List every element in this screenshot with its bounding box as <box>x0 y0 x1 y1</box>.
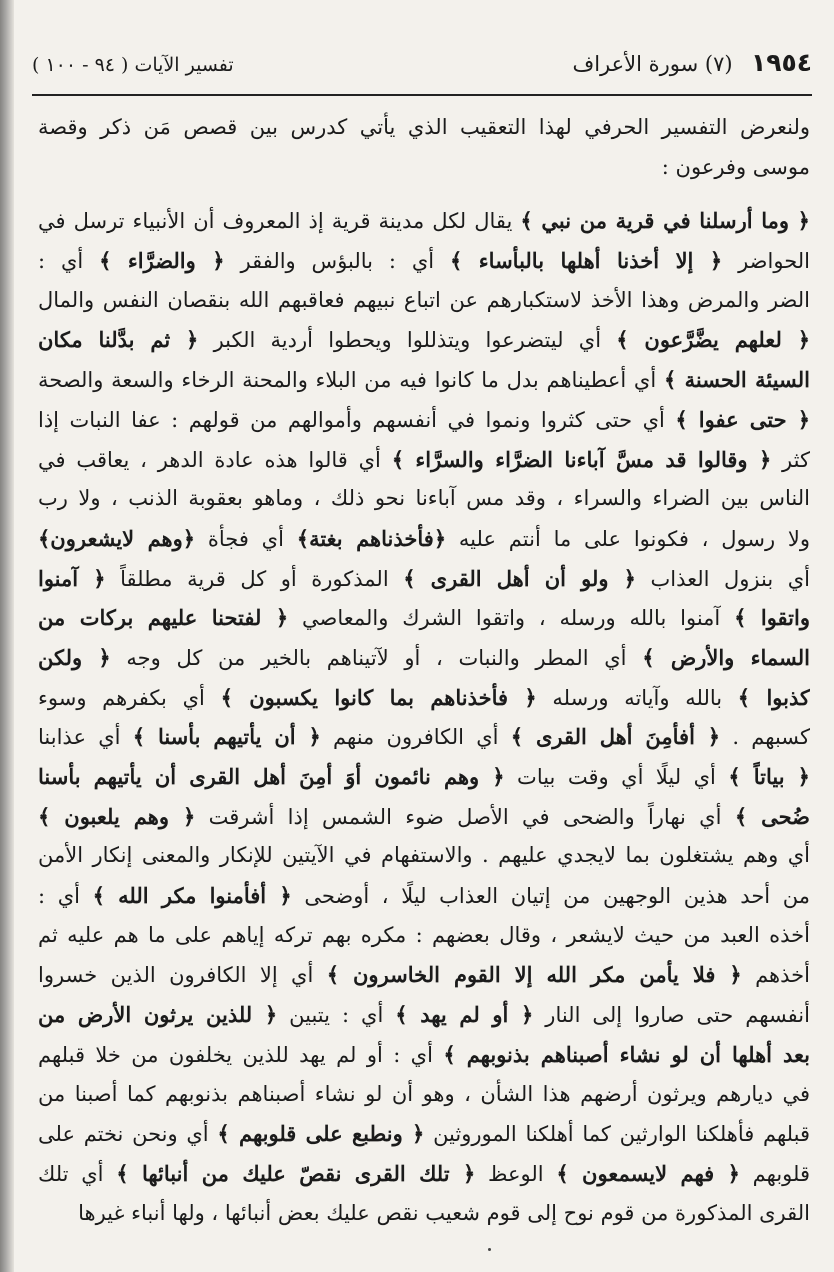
commentary-line: واتقوا ﴾ آمنوا بالله ورسله ، واتقوا الشرك والمعاصي ﴿ لفتحنا عليهم بركات من <box>38 605 810 631</box>
commentary-line: ولا رسول ، فكونوا على ما أنتم عليه ﴿فأخذناهم بغتة﴾ أي فجأة ﴿وهم لايشعرون﴾ <box>38 525 810 551</box>
quran-quote: بعد أهلها أن لو نشاء أصبناهم بذنوبهم ﴾ <box>443 1041 810 1067</box>
commentary-line: ﴿ وما أرسلنا في قرية من نبي ﴾ يقال لكل مدينة قرية إذ المعروف أن الأنبياء ترسل في <box>38 208 810 234</box>
commentary-line: كذبوا ﴾ بالله وآياته ورسله ﴿ فأخذناهم بما كانوا يكسبون ﴾ أي بكفرهم وسوء <box>38 684 810 710</box>
commentary-line: ﴿ حتى عفوا ﴾ أي حتى كثروا ونموا في أنفسهم وأموالهم من قولهم : عفا النبات إذا <box>38 406 810 432</box>
quran-quote: كذبوا ﴾ <box>737 684 810 710</box>
commentary-line: أي بنزول العذاب ﴿ ولو أن أهل القرى ﴾ المذكورة أو كل قرية مطلقاً ﴿ آمنوا <box>38 565 810 591</box>
quran-quote: واتقوا ﴾ <box>734 605 810 631</box>
quran-quote: ﴿ فلا يأمن مكر الله إلا القوم الخاسرون ﴾ <box>326 962 742 988</box>
page-binding-edge <box>0 0 14 1272</box>
commentary-line: السيئة الحسنة ﴾ أي أعطيناهم بدل ما كانوا فيه من البلاء والمحنة الرخاء والسعة والصحة <box>38 367 810 393</box>
commentary-line: السماء والأرض ﴾ أي المطر والنبات ، أو لآتيناهم بالخير من كل وجه ﴿ ولكن <box>38 644 810 670</box>
commentary-line: القرى المذكورة من قوم نوح إلى قوم شعيب نقص عليك بعض أنبائها ، ولها أنباء غيرها <box>78 1200 810 1225</box>
running-header <box>32 48 812 94</box>
quran-quote: ﴿ لعلهم يضَّرَّعون ﴾ <box>616 327 810 353</box>
quran-quote: ﴿ ولو أن أهل القرى ﴾ <box>403 565 636 591</box>
commentary-line: الناس بين الضراء والسراء ، وقد مس آباءنا نحو ذلك ، وماهو بعقوبة الذنب ، ولا رب <box>38 486 810 511</box>
quran-quote: ﴿ للذين يرثون الأرض من <box>38 1002 278 1028</box>
quran-quote: ﴿ تلك القرى نقصّ عليك من أنبائها ﴾ <box>116 1160 476 1186</box>
commentary-line: قبلهم فأهلكنا الوارثين كما أهلكنا الموروثين ﴿ ونطبع على قلوبهم ﴾ أي ونحن نختم على <box>38 1121 810 1147</box>
header-rule <box>32 94 812 96</box>
commentary-line: ﴿ بياتاً ﴾ أي ليلًا أي وقت بيات ﴿ وهم نائمون أوَ أمِنَ أهل القرى أن يأتيهم بأسنا <box>38 764 810 789</box>
quran-quote: ﴿ وهم يلعبون ﴾ <box>38 803 196 829</box>
quran-quote: ﴿ وهم نائمون أوَ أمِنَ أهل القرى أن يأتيهم بأسنا <box>38 764 505 789</box>
quran-quote: ﴿ وما أرسلنا في قرية من نبي ﴾ <box>520 208 810 234</box>
page-number: ١٩٥٤ <box>750 48 812 77</box>
commentary-line: ضُحى ﴾ أي نهاراً والضحى في الأصل ضوء الشمس إذا أشرقت ﴿ وهم يلعبون ﴾ <box>38 803 810 829</box>
quran-quote: ﴿ وقالوا قد مسَّ آباءنا الضرَّاء والسرَّاء ﴾ <box>391 446 772 472</box>
quran-quote: ﴿ والضرَّاء ﴾ <box>99 248 225 274</box>
quran-quote: السماء والأرض ﴾ <box>642 644 810 670</box>
commentary-line: في ديارهم ويرثون أرضهم هذا الشأن ، وهو أن لو نشاء أصبناهم بذنوبهم كما أصبنا من <box>38 1081 810 1106</box>
commentary-line: أخذهم ﴿ فلا يأمن مكر الله إلا القوم الخاسرون ﴾ أي إلا الكافرون الذين خسروا <box>38 962 810 988</box>
quran-quote: ﴿ أفأمنوا مكر الله ﴾ <box>92 883 292 909</box>
tafsir-body <box>38 108 810 1233</box>
quran-quote: ﴿ حتى عفوا ﴾ <box>675 406 810 432</box>
header-right <box>572 48 812 77</box>
intro-line: ولنعرض التفسير الحرفي لهذا التعقيب الذي يأتي كدرس بين قصص مَن ذكر وقصة <box>38 115 810 139</box>
quran-quote: ﴿ ولكن <box>38 644 111 670</box>
quran-quote: ﴿ ثم بدَّلنا مكان <box>38 327 199 353</box>
quran-quote: ﴿ آمنوا <box>38 565 106 591</box>
commentary-line: من أحد هذين الوجهين من إتيان العذاب ليلًا ، أوضحى ﴿ أفأمنوا مكر الله ﴾ أي : <box>38 883 810 909</box>
commentary-line: أنفسهم حتى صاروا إلى النار ﴿ أو لم يهد ﴾ أي : يتبين ﴿ للذين يرثون الأرض من <box>38 1002 810 1028</box>
quran-quote: ﴿فأخذناهم بغتة﴾ <box>296 525 447 551</box>
page-speck <box>488 1248 491 1251</box>
commentary-line: أي وهم يشتغلون بما لايجدي عليهم . والاستفهام في الآيتين للإنكار والمعنى إنكار الأمن <box>38 843 810 868</box>
quran-quote: ﴿ بياتاً ﴾ <box>728 764 810 789</box>
quran-quote: ﴿ أن يأتيهم بأسنا ﴾ <box>132 724 321 750</box>
quran-quote: ﴿ فهم لايسمعون ﴾ <box>556 1160 740 1186</box>
commentary-line: بعد أهلها أن لو نشاء أصبناهم بذنوبهم ﴾ أي : أو لم يهد للذين يخلفون من خلا قبلهم <box>38 1041 810 1067</box>
quran-quote: ﴿ فأخذناهم بما كانوا يكسبون ﴾ <box>220 684 537 710</box>
surah-title: (٧) سورة الأعراف <box>572 52 733 76</box>
commentary-line: قلوبهم ﴿ فهم لايسمعون ﴾ الوعظ ﴿ تلك القرى نقصّ عليك من أنبائها ﴾ أي تلك <box>38 1160 810 1186</box>
quran-quote: السيئة الحسنة ﴾ <box>663 367 810 393</box>
quran-quote: ﴿ أو لم يهد ﴾ <box>395 1002 534 1028</box>
quran-quote: ضُحى ﴾ <box>734 803 810 829</box>
commentary-line: كثر ﴿ وقالوا قد مسَّ آباءنا الضرَّاء والسرَّاء ﴾ أي قالوا هذه عادة الدهر ، يعاقب في <box>38 446 810 472</box>
paragraph-gap <box>38 187 810 201</box>
commentary-line: الضر والمرض وهذا الأخذ لاستكبارهم عن اتباع نبيهم فعاقبهم الله بنقصان النفس والمال <box>38 287 810 312</box>
quran-quote: ﴿ إلا أخذنا أهلها بالبأساء ﴾ <box>449 248 723 274</box>
quran-quote: ﴿ لفتحنا عليهم بركات من <box>38 605 289 631</box>
section-title: تفسير الآيات ( ٩٤ - ١٠٠ ) <box>32 54 234 76</box>
commentary-line: كسبهم . ﴿ أفأمِنَ أهل القرى ﴾ أي الكافرون منهم ﴿ أن يأتيهم بأسنا ﴾ أي عذابنا <box>38 724 810 750</box>
quran-quote: ﴿ أفأمِنَ أهل القرى ﴾ <box>510 724 721 750</box>
intro-line: موسى وفرعون : <box>661 154 810 179</box>
commentary-lines <box>38 201 810 1233</box>
quran-quote: ﴿ ونطبع على قلوبهم ﴾ <box>217 1121 425 1147</box>
commentary-line: ﴿ لعلهم يضَّرَّعون ﴾ أي ليتضرعوا ويتذللوا ويحطوا أردية الكبر ﴿ ثم بدَّلنا مكان <box>38 327 810 353</box>
commentary-line: الحواضر ﴿ إلا أخذنا أهلها بالبأساء ﴾ أي : بالبؤس والفقر ﴿ والضرَّاء ﴾ أي : <box>38 248 810 274</box>
quran-quote: ﴿وهم لايشعرون﴾ <box>38 525 196 551</box>
commentary-line: أخذه العبد من حيث لايشعر ، وقال بعضهم : مكره بهم تركه إياهم على ما هم عليه ثم <box>38 922 810 947</box>
